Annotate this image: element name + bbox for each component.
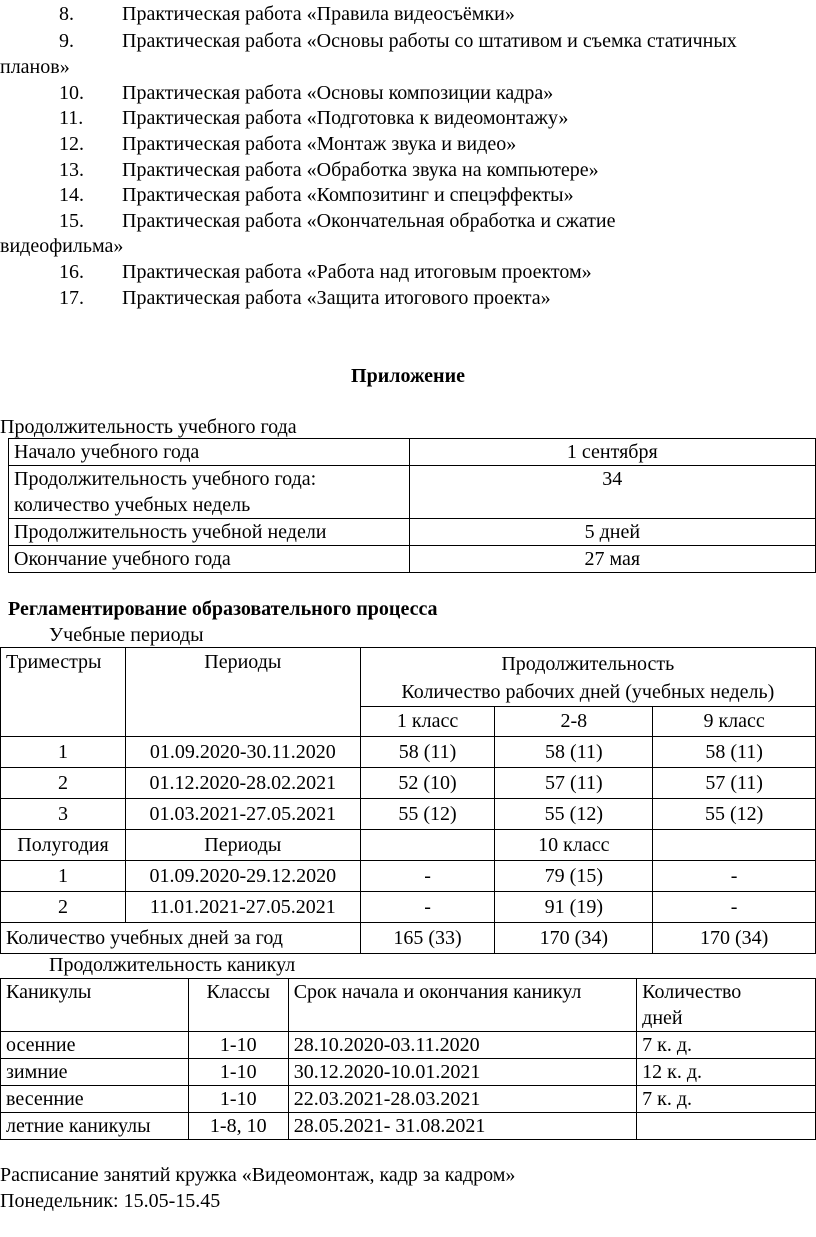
table-cell — [653, 830, 816, 861]
table-cell: 5 дней — [409, 519, 815, 546]
schedule-line: Понедельник: 15.05-15.45 — [0, 1190, 221, 1212]
list-number: 11. — [59, 107, 84, 129]
table-cell: осенние — [1, 1032, 189, 1059]
list-item: Практическая работа «Монтаж звука и видео» — [122, 133, 517, 155]
table-cell: 3 — [1, 799, 126, 830]
table-cell: Начало учебного года — [9, 439, 410, 466]
list-number: 15. — [59, 210, 84, 232]
table-cell: летние каникулы — [1, 1113, 189, 1140]
table-header — [360, 648, 815, 707]
table-header: Периоды — [125, 830, 360, 861]
table-cell: 27 мая — [409, 546, 815, 573]
periods-table — [0, 647, 816, 954]
table-row — [1, 799, 816, 830]
cell-line: количество учебных недель — [14, 494, 251, 516]
table-cell: 01.03.2021-27.05.2021 — [125, 799, 360, 830]
table-cell: 01.09.2020-30.11.2020 — [125, 737, 360, 768]
table-row — [9, 466, 816, 519]
table-cell: зимние — [1, 1059, 189, 1086]
table-cell: 1 — [1, 861, 126, 892]
year-duration-table — [8, 438, 816, 573]
table-cell: 7 к. д. — [637, 1032, 816, 1059]
table-cell: 22.03.2021-28.03.2021 — [288, 1086, 636, 1113]
table-header: Полугодия — [1, 830, 126, 861]
table-cell: весенние — [1, 1086, 189, 1113]
cell-line: Продолжительность учебного года: — [14, 468, 317, 490]
table-cell: 58 (11) — [653, 737, 816, 768]
table-cell: 57 (11) — [495, 768, 653, 799]
table-cell: 2 — [1, 892, 126, 923]
table-cell: 28.10.2020-03.11.2020 — [288, 1032, 636, 1059]
table-row — [1, 1113, 816, 1140]
table-row — [1, 1032, 816, 1059]
table-row — [1, 923, 816, 954]
table-cell: 01.09.2020-29.12.2020 — [125, 861, 360, 892]
list-item: Практическая работа «Окончательная обработка и сжатие — [122, 210, 616, 232]
table-header: 9 класс — [653, 707, 816, 737]
table-row — [1, 830, 816, 861]
table-cell: 11.01.2021-27.05.2021 — [125, 892, 360, 923]
list-number: 14. — [59, 184, 84, 206]
table-header: Срок начала и окончания каникул — [288, 979, 636, 1032]
table-cell: 01.12.2020-28.02.2021 — [125, 768, 360, 799]
table-cell: 170 (34) — [653, 923, 816, 954]
table-row — [1, 892, 816, 923]
holidays-title: Продолжительность каникул — [49, 954, 296, 976]
list-item-continuation: планов» — [0, 56, 70, 78]
table-cell: 55 (12) — [360, 799, 495, 830]
schedule-title: Расписание занятий кружка «Видеомонтаж, кадр за кадром» — [0, 1164, 516, 1186]
table-header — [637, 979, 816, 1032]
table-cell: 34 — [409, 466, 815, 519]
table-cell: 1 — [1, 737, 126, 768]
table-row — [1, 979, 816, 1032]
table-cell: 2 — [1, 768, 126, 799]
table-header: 10 класс — [495, 830, 653, 861]
table-cell: 55 (12) — [495, 799, 653, 830]
table-cell — [360, 830, 495, 861]
regulation-title: Регламентирование образовательного процесса — [8, 598, 438, 620]
table-cell: 1-10 — [188, 1059, 288, 1086]
table-cell: 12 к. д. — [637, 1059, 816, 1086]
table-cell: 7 к. д. — [637, 1086, 816, 1113]
table-cell: Количество учебных дней за год — [1, 923, 361, 954]
table-cell: 52 (10) — [360, 768, 495, 799]
table-header: Триместры — [1, 648, 126, 737]
table-cell: 58 (11) — [360, 737, 495, 768]
table-cell: Окончание учебного года — [9, 546, 410, 573]
list-item: Практическая работа «Работа над итоговым проектом» — [122, 261, 592, 283]
header-line: Количество рабочих дней (учебных недель) — [401, 681, 775, 703]
table-row — [9, 439, 816, 466]
table-cell: 30.12.2020-10.01.2021 — [288, 1059, 636, 1086]
table-cell: 28.05.2021- 31.08.2021 — [288, 1113, 636, 1140]
header-line: Продолжительность — [501, 653, 675, 675]
table-cell: 57 (11) — [653, 768, 816, 799]
year-duration-title: Продолжительность учебного года — [0, 416, 297, 438]
header-line: Количество — [642, 981, 742, 1003]
table-cell — [9, 466, 410, 519]
list-item: Практическая работа «Основы работы со штативом и съемка статичных — [122, 30, 737, 52]
table-cell: 1-8, 10 — [188, 1113, 288, 1140]
table-cell: 55 (12) — [653, 799, 816, 830]
table-cell: Продолжительность учебной недели — [9, 519, 410, 546]
table-cell: 165 (33) — [360, 923, 495, 954]
table-cell: 1-10 — [188, 1086, 288, 1113]
table-cell: 170 (34) — [495, 923, 653, 954]
list-number: 10. — [59, 82, 84, 104]
table-cell: 58 (11) — [495, 737, 653, 768]
table-cell: - — [360, 861, 495, 892]
table-row — [9, 546, 816, 573]
table-cell: - — [653, 861, 816, 892]
table-cell: - — [653, 892, 816, 923]
table-row — [9, 519, 816, 546]
table-row — [1, 737, 816, 768]
header-line: дней — [642, 1007, 683, 1029]
table-header: Каникулы — [1, 979, 189, 1032]
list-number: 16. — [59, 261, 84, 283]
list-item: Практическая работа «Подготовка к видеомонтажу» — [122, 107, 569, 129]
list-item: Практическая работа «Обработка звука на компьютере» — [122, 159, 599, 181]
list-item: Практическая работа «Защита итогового проекта» — [122, 287, 551, 309]
table-row — [1, 861, 816, 892]
table-cell: 1-10 — [188, 1032, 288, 1059]
list-number: 17. — [59, 287, 84, 309]
table-row — [1, 1086, 816, 1113]
table-header: Периоды — [125, 648, 360, 737]
table-row — [1, 768, 816, 799]
list-number: 12. — [59, 133, 84, 155]
list-item: Практическая работа «Основы композиции кадра» — [122, 82, 554, 104]
holidays-table — [0, 978, 816, 1140]
list-item: Практическая работа «Правила видеосъёмки» — [122, 3, 515, 25]
list-number: 8. — [59, 3, 74, 25]
table-cell: - — [360, 892, 495, 923]
list-item-continuation: видеофильма» — [0, 235, 124, 257]
appendix-title: Приложение — [351, 365, 465, 387]
table-cell — [637, 1113, 816, 1140]
list-item: Практическая работа «Композитинг и спецэффекты» — [122, 184, 574, 206]
list-number: 13. — [59, 159, 84, 181]
table-header: Классы — [188, 979, 288, 1032]
table-cell: 1 сентября — [409, 439, 815, 466]
table-row — [1, 648, 816, 707]
table-cell: 91 (19) — [495, 892, 653, 923]
table-cell: 79 (15) — [495, 861, 653, 892]
table-header: 2-8 — [495, 707, 653, 737]
table-row — [1, 1059, 816, 1086]
table-header: 1 класс — [360, 707, 495, 737]
regulation-subtitle: Учебные периоды — [49, 624, 204, 646]
list-number: 9. — [59, 30, 74, 52]
